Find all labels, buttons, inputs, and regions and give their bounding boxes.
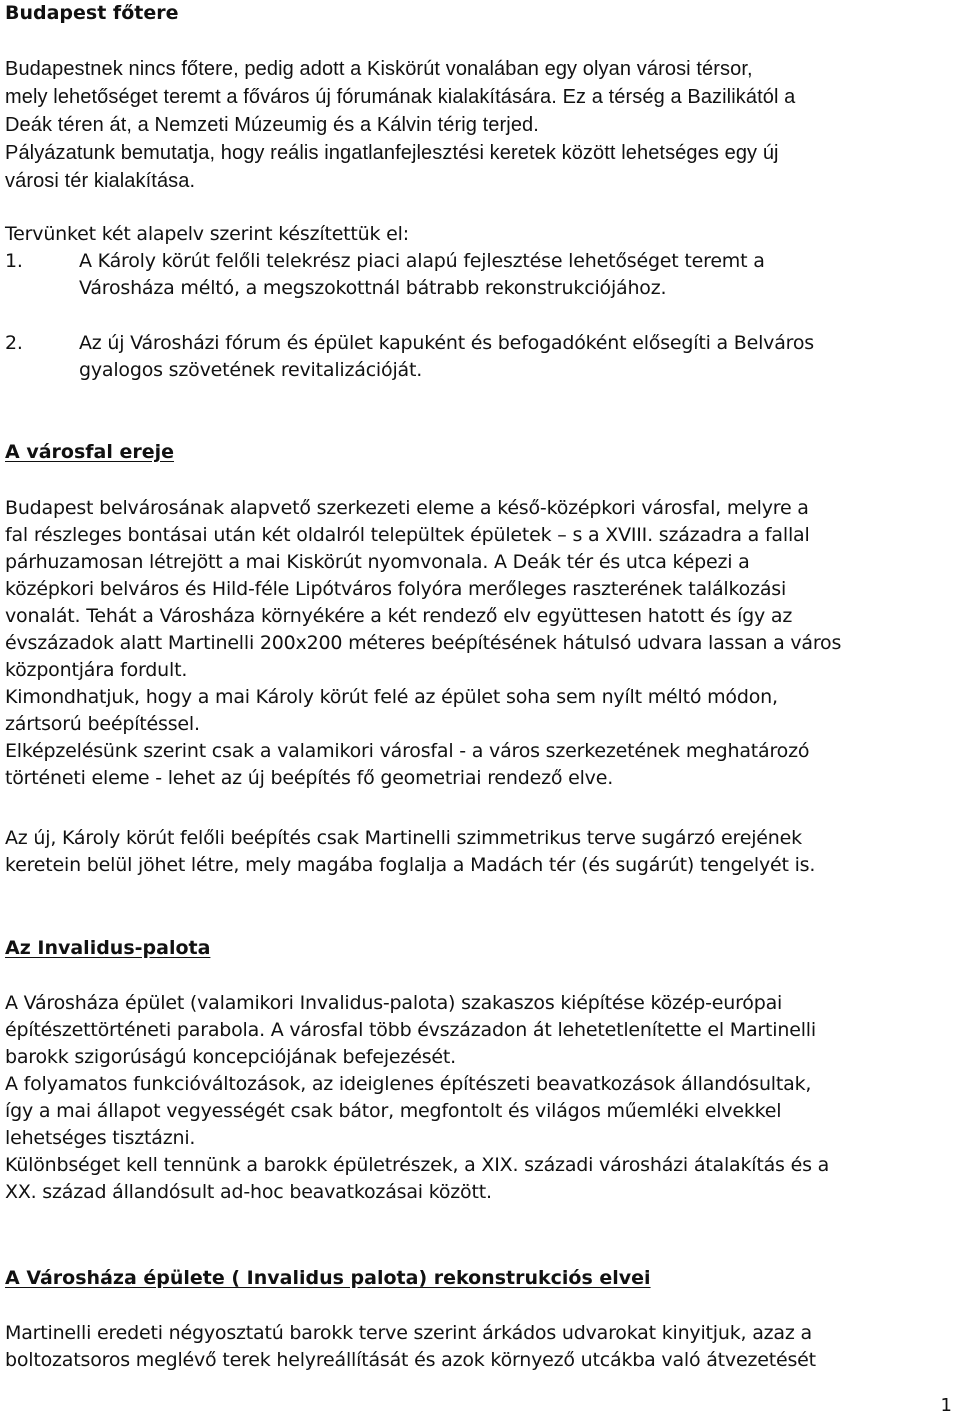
- section-title-rekonstrukcios-elvei: A Városháza épülete ( Invalidus palota) rekonstrukciós elvei: [5, 1267, 651, 1289]
- page-number: 1: [940, 1395, 952, 1416]
- section1-paragraph: Budapestnek nincs főtere, pedig adott a Kiskörút vonalában egy olyan városi térsor, mely lehetőséget teremt a főváros új fórumának kialakítására. Ez a térség a Bazilikától a Deák téren át, a Nemzeti Múzeumig és a Kálvin térig terjed. Pályázatunk bemutatja, hogy reális ingatlanfejlesztési keretek között lehetséges egy új városi tér kialakítása.: [5, 58, 796, 192]
- section2-paragraph-1: Budapest belvárosának alapvető szerkezeti eleme a késő-középkori városfal, melyre a fal részleges bontásai után két oldalról települtek épületek – s a XVIII. századra a fallal párhuzamosan létrejött a mai Kiskörút nyomvonala. A Deák tér és utca képezi a középkori belváros és Hild-féle Lipótváros folyóra merőleges raszterének találkozási vonalát. Tehát a Városháza környékére a két rendező elv együttesen hatott és így az évszázadok alatt Martinelli 200x200 méteres beépítésének hátulsó udvara lassan a város központjára fordult. Kimondhatjuk, hogy a mai Károly körút felé az épület soha sem nyílt méltó módon, zártsorú beépítéssel. Elképzelésünk szerint csak a valamikori városfal - a város szerkezetének meghatározó történeti eleme - lehet az új beépítés fő geometriai rendező elve.: [5, 497, 842, 789]
- list-number: 2.: [5, 332, 23, 354]
- list-text: Az új Városházi fórum és épület kapuként és befogadóként elősegíti a Belváros gyalogos szövetének revitalizációját.: [79, 332, 814, 381]
- section-title-invalidus-palota: Az Invalidus-palota: [5, 937, 211, 959]
- section3-paragraph: A Városháza épület (valamikori Invalidus-palota) szakaszos kiépítése közép-európai építészettörténeti parabola. A városfal több évszázadon át lehetetlenítette el Martinelli barokk szigorúságú koncepciójának befejezését. A folyamatos funkcióváltozások, az ideiglenes építészeti beavatkozások állandósultak, így a mai állapot vegyességét csak bátor, megfontolt és világos műemléki elvekkel lehetséges tisztázni. Különbséget kell tennünk a barokk épületrészek, a XIX. századi városházi átalakítás és a XX. század állandósult ad-hoc beavatkozásai között.: [5, 992, 830, 1203]
- section-title-varosfal-ereje: A városfal ereje: [5, 441, 175, 463]
- list-text: A Károly körút felőli telekrész piaci alapú fejlesztése lehetőséget teremt a Városháza méltó, a megszokottnál bátrabb rekonstrukciójához.: [79, 250, 765, 299]
- section2-paragraph-2: Az új, Károly körút felőli beépítés csak Martinelli szimmetrikus terve sugárzó erejének keretein belül jöhet létre, mely magába foglalja a Madách tér (és sugárút) tengelyét is.: [5, 827, 816, 876]
- section4-paragraph: Martinelli eredeti négyosztatú barokk terve szerint árkádos udvarokat kinyitjuk, azaz a boltozatsoros meglévő terek helyreállítását és azok környező utcákba való átvezetését: [5, 1322, 816, 1371]
- section-title-budapest-fotere: Budapest főtere: [5, 2, 179, 24]
- list-number: 1.: [5, 250, 23, 272]
- section1-intro: Tervünket két alapelv szerint készítettük el:: [5, 223, 409, 245]
